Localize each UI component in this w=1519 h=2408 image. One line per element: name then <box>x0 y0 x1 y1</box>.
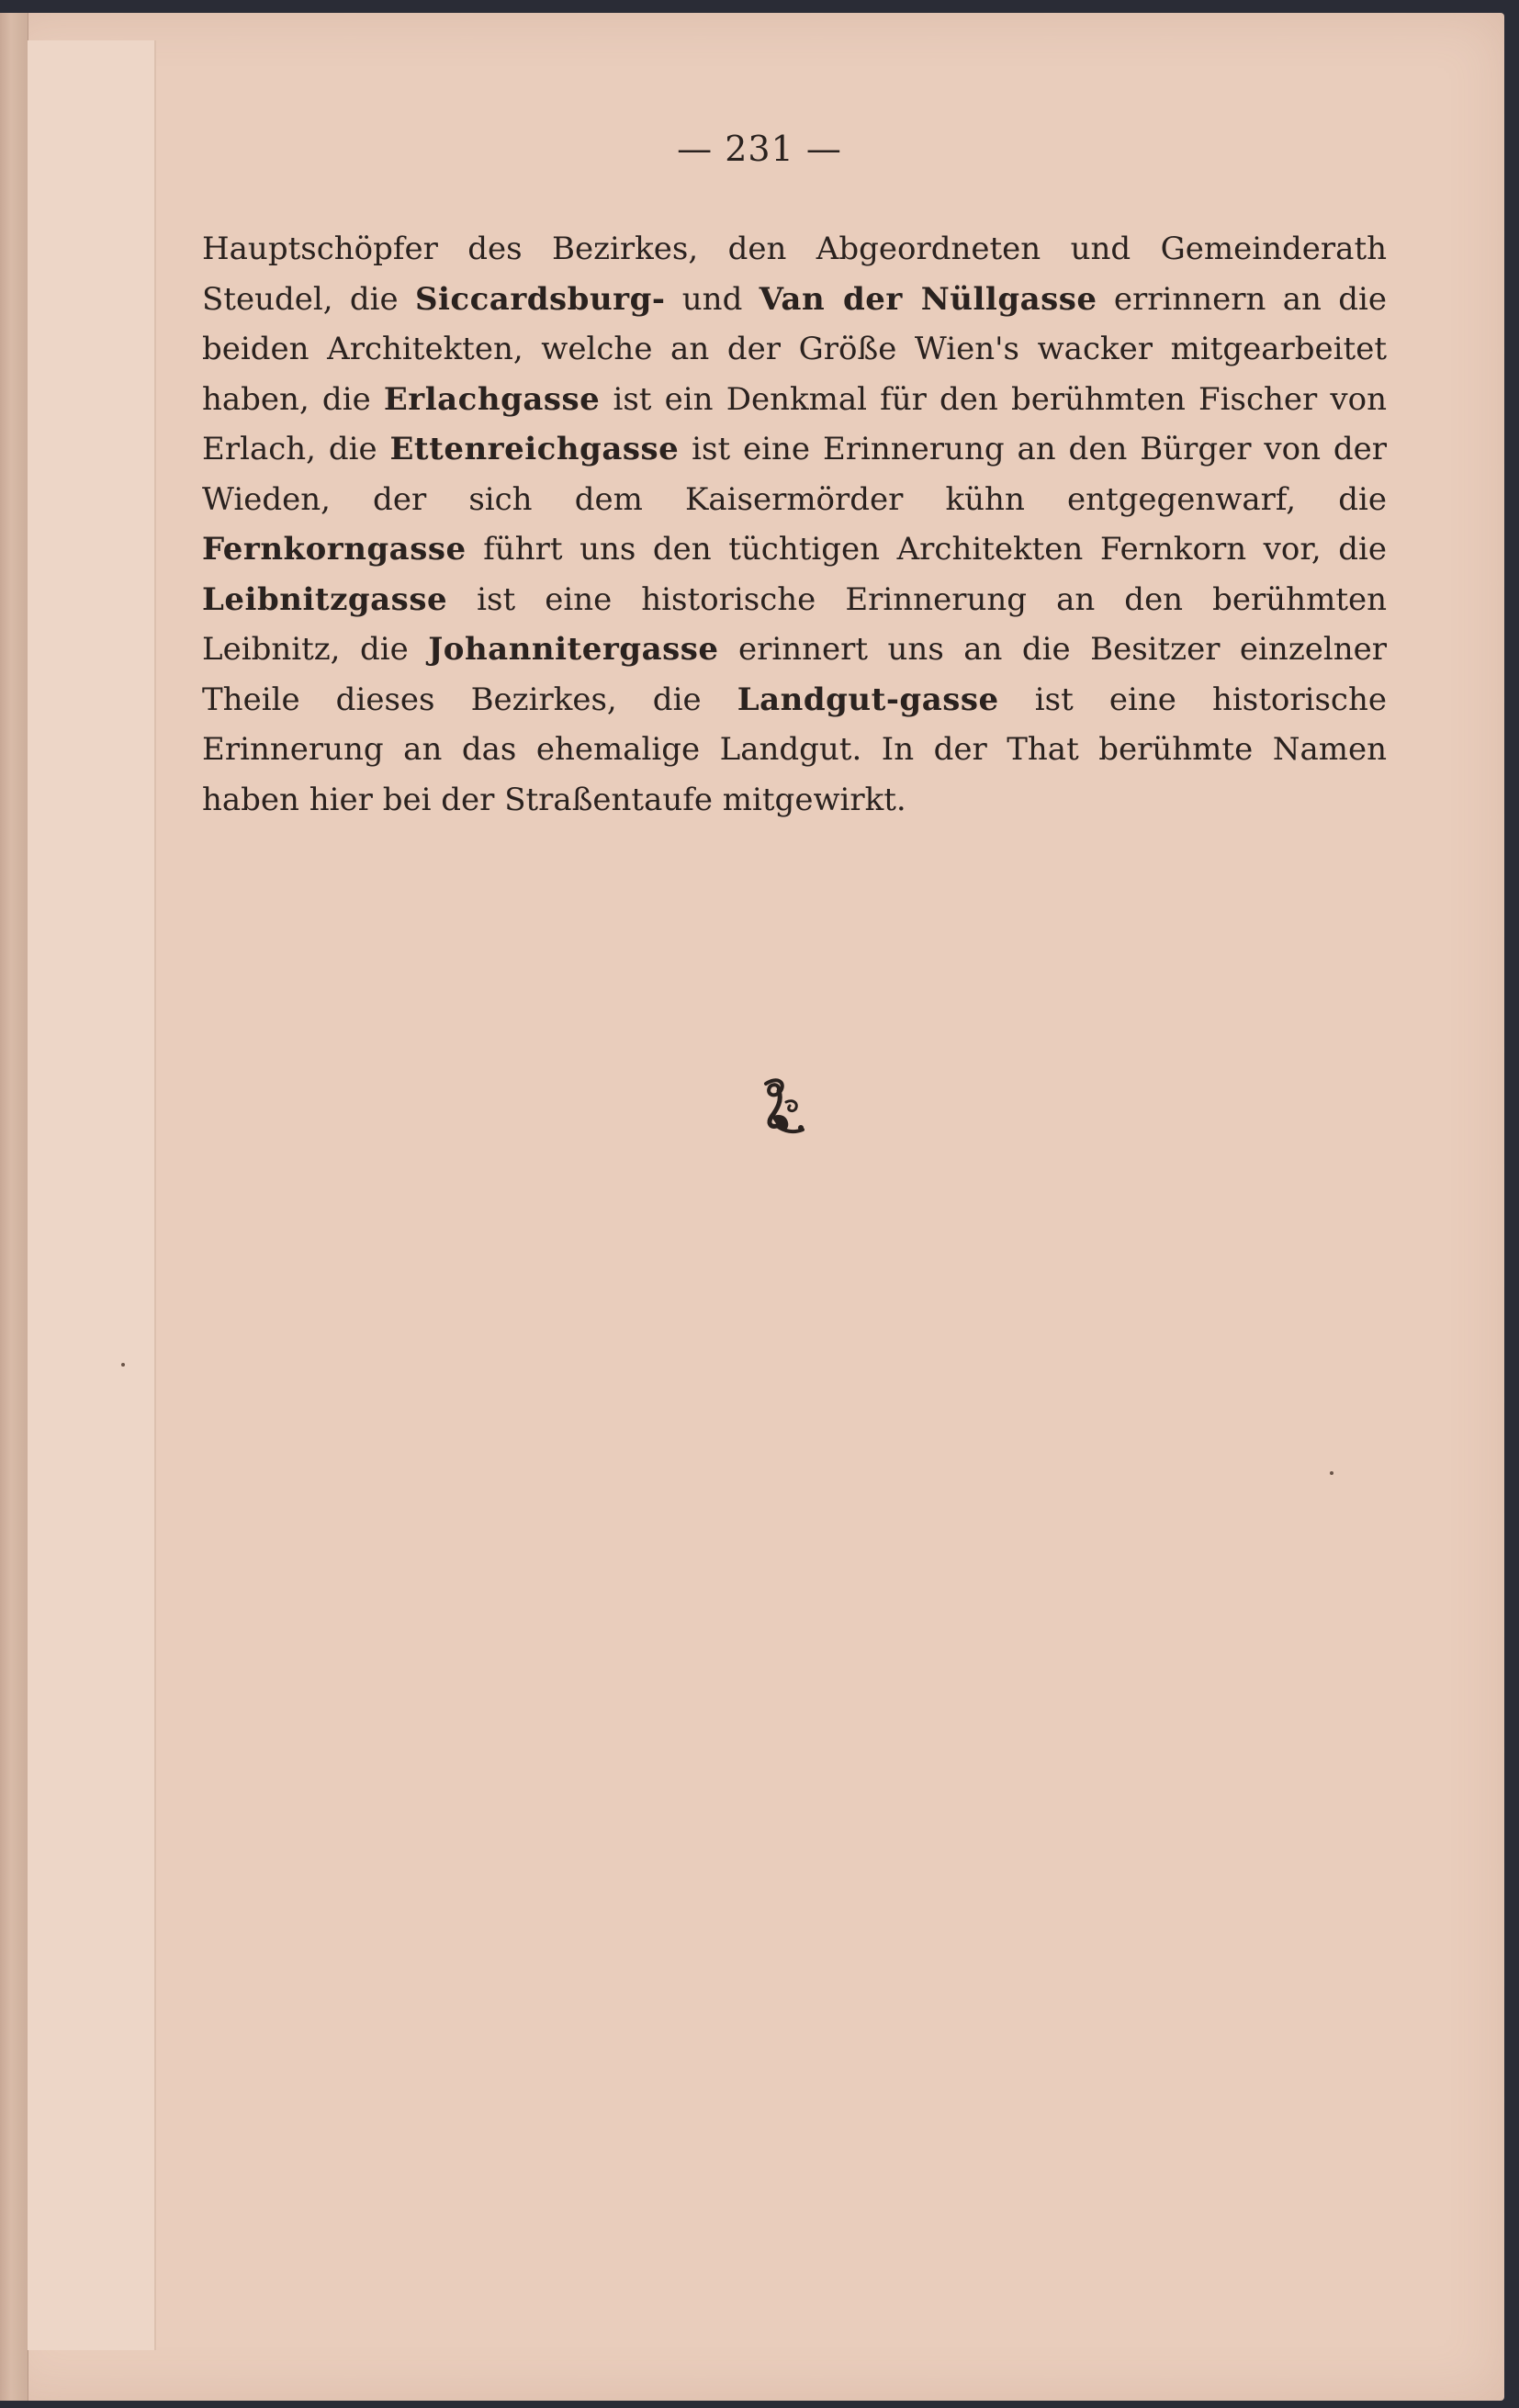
paragraph-text: ist eine Erinnerung an den Bürger von der Wieden, der sich dem Kaisermörder kühn entgegenwarf, die <box>202 431 1387 518</box>
paragraph-text: ist eine historische Erinnerung an den berühmten Leibnitz, die <box>202 580 1387 668</box>
street-name-emphasis: Landgut-gasse <box>737 681 999 718</box>
street-name-emphasis: Fernkorngasse <box>202 531 467 568</box>
paragraph-text: errinnern an die beiden Architekten, welche an der Größe Wien's wacker mitgearbeitet haben, die <box>202 280 1387 418</box>
street-name-emphasis: Johannitergasse <box>428 631 719 668</box>
page-spine <box>0 13 28 2401</box>
paragraph-text: ist ein Denkmal für den berühmten Fischer von Erlach, die <box>202 380 1388 467</box>
paper-speck <box>1330 1471 1333 1475</box>
paragraph-text: Hauptschöpfer des Bezirkes, den Abgeordneten und Gemeinderath Steudel, die <box>202 231 1387 318</box>
body-paragraph <box>202 224 1387 825</box>
street-name-emphasis: Siccardsburg- <box>414 280 666 318</box>
paragraph-text: erinnert uns an die Besitzer einzelner Theile dieses Bezirkes, die <box>202 631 1387 718</box>
page-number: — 231 — <box>677 129 842 169</box>
paragraph-text: und <box>665 280 760 318</box>
fleuron-ornament-icon <box>759 1076 808 1150</box>
street-name-emphasis: Erlachgasse <box>383 380 601 418</box>
street-name-emphasis: Ettenreichgasse <box>389 431 680 467</box>
paragraph-text: führt uns den tüchtigen Architekten Fernkorn vor, die <box>466 531 1387 568</box>
street-name-emphasis: Leibnitzgasse <box>202 580 448 618</box>
street-name-emphasis: Van der Nüllgasse <box>759 280 1097 318</box>
paper-speck <box>121 1363 125 1367</box>
page-fold-strip <box>28 40 156 2350</box>
paragraph-text: ist eine historische Erinnerung an das ehemalige Landgut. In der That berühmte Namen haben hier bei der Straßentaufe mitgewirkt. <box>202 681 1387 818</box>
